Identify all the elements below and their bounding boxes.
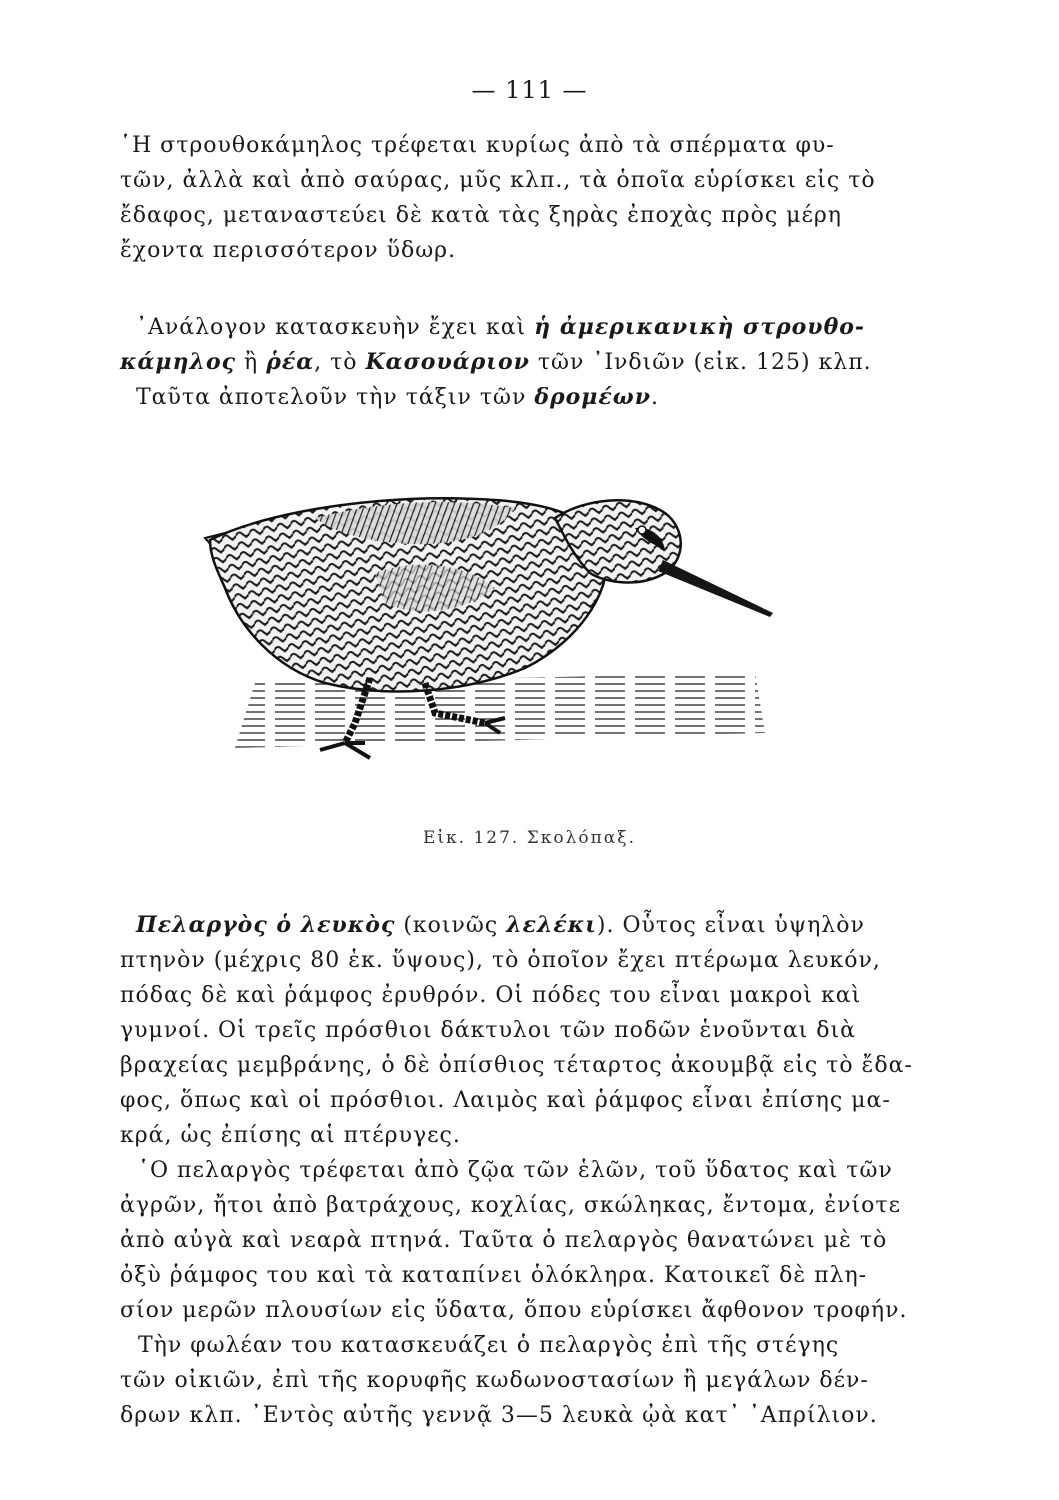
text-line: δρων κλπ. ᾿Εντὸς αὐτῆς γεννᾷ 3—5 λευκὰ ᾠὰ κατ᾿ ᾿Απρίλιον. (120, 1403, 878, 1428)
paragraph-white-stork (120, 908, 913, 1433)
term-leleki: λελέκι (506, 912, 597, 938)
text-line: ὀξὺ ῥάμφος του καὶ τὰ καταπίνει ὁλόκληρα. Κατοικεῖ δὲ πλη- (120, 1263, 868, 1288)
page-number: — 111 — (471, 76, 588, 104)
text-line: ἔδαφος, μεταναστεύει δὲ κατὰ τὰς ξηρὰς ἐποχὰς πρὸς μέρη (120, 203, 842, 228)
text-run: (κοινῶς (395, 913, 507, 938)
text-line: ῾Ο πελαργὸς τρέφεται ἀπὸ ζῷα τῶν ἑλῶν, τοῦ ὕδατος καὶ τῶν (138, 1158, 893, 1183)
text-line: ἀγρῶν, ἤτοι ἀπὸ βατράχους, κοχλίας, σκώληκας, ἔντομα, ἐνίοτε (120, 1193, 901, 1218)
text-line: Τὴν φωλέαν του κατασκευάζει ὁ πελαργὸς ἐπὶ τῆς στέγης (138, 1333, 840, 1358)
term-rhea: ῥέα (266, 349, 315, 375)
term-white-stork: Πελαργὸς ὁ λευκὸς (136, 912, 396, 938)
text-line: πόδας δὲ καὶ ῥάμφος ἐρυθρόν. Οἱ πόδες του εἶναι μακροὶ καὶ (120, 983, 862, 1008)
text-line: κρά, ὡς ἐπίσης αἱ πτέρυγες. (120, 1123, 461, 1148)
figure-caption: Εἰκ. 127. Σκολόπαξ. (422, 828, 637, 848)
text-line (120, 310, 900, 345)
text-line: φος, ὅπως καὶ οἱ πρόσθιοι. Λαιμὸς καὶ ῥάμφος εἶναι ἐπίσης μα- (120, 1088, 891, 1113)
text-line: ῾Η στρουθοκάμηλος τρέφεται κυρίως ἀπὸ τὰ σπέρματα φυ- (120, 133, 835, 158)
text-line: σίον μερῶν πλουσίων εἰς ὕδατα, ὅπου εὑρίσκει ἄφθονον τροφήν. (120, 1298, 908, 1323)
text-run: ἢ (236, 350, 267, 375)
text-run: , τὸ (314, 350, 366, 375)
text-line: τῶν οἰκιῶν, ἐπὶ τῆς κορυφῆς κωδωνοστασίων ἢ μεγάλων δέν- (120, 1368, 869, 1393)
woodcock-illustration (195, 478, 785, 778)
text-line: βραχείας μεμβράνης, ὁ δὲ ὀπίσθιος τέταρτος ἀκουμβᾷ εἰς τὸ ἔδα- (120, 1053, 913, 1078)
text-line: πτηνὸν (μέχρις 80 ἑκ. ὕψους), τὸ ὁποῖον ἔχει πτέρωμα λευκόν, (120, 948, 881, 973)
text-line (120, 908, 900, 943)
text-line: γυμνοί. Οἱ τρεῖς πρόσθιοι δάκτυλοι τῶν ποδῶν ἑνοῦνται διὰ (120, 1018, 857, 1043)
text-line: ἔχοντα περισσότερον ὕδωρ. (120, 238, 457, 263)
text-line (120, 380, 900, 415)
term-cassowary: Κασουάριον (365, 349, 530, 375)
text-run: Ταῦτα ἀποτελοῦν τὴν τάξιν τῶν (136, 385, 535, 410)
term-american-ostrich-cont: κάμηλος (120, 349, 237, 375)
paragraph-ostrich-diet (120, 128, 900, 268)
text-run: τῶν ᾿Ινδιῶν (εἰκ. 125) κλπ. (529, 350, 872, 375)
text-run: ). Οὗτος εἶναι ὑψηλὸν (596, 913, 865, 938)
term-american-ostrich: ἡ ἀμερικανικὴ στρουθο- (534, 314, 866, 340)
term-runners: δρομέων (534, 384, 651, 410)
text-line: τῶν, ἀλλὰ καὶ ἀπὸ σαύρας, μῦς κλπ., τὰ ὁποῖα εὑρίσκει εἰς τὸ (120, 168, 876, 193)
text-run: . (651, 385, 659, 410)
text-line (120, 345, 900, 380)
paragraph-runners (120, 310, 900, 415)
text-run: ᾿Ανάλογον κατασκευὴν ἔχει καὶ (136, 315, 535, 340)
text-line: ἀπὸ αὐγὰ καὶ νεαρὰ πτηνά. Ταῦτα ὁ πελαργὸς θανατώνει μὲ τὸ (120, 1228, 888, 1253)
